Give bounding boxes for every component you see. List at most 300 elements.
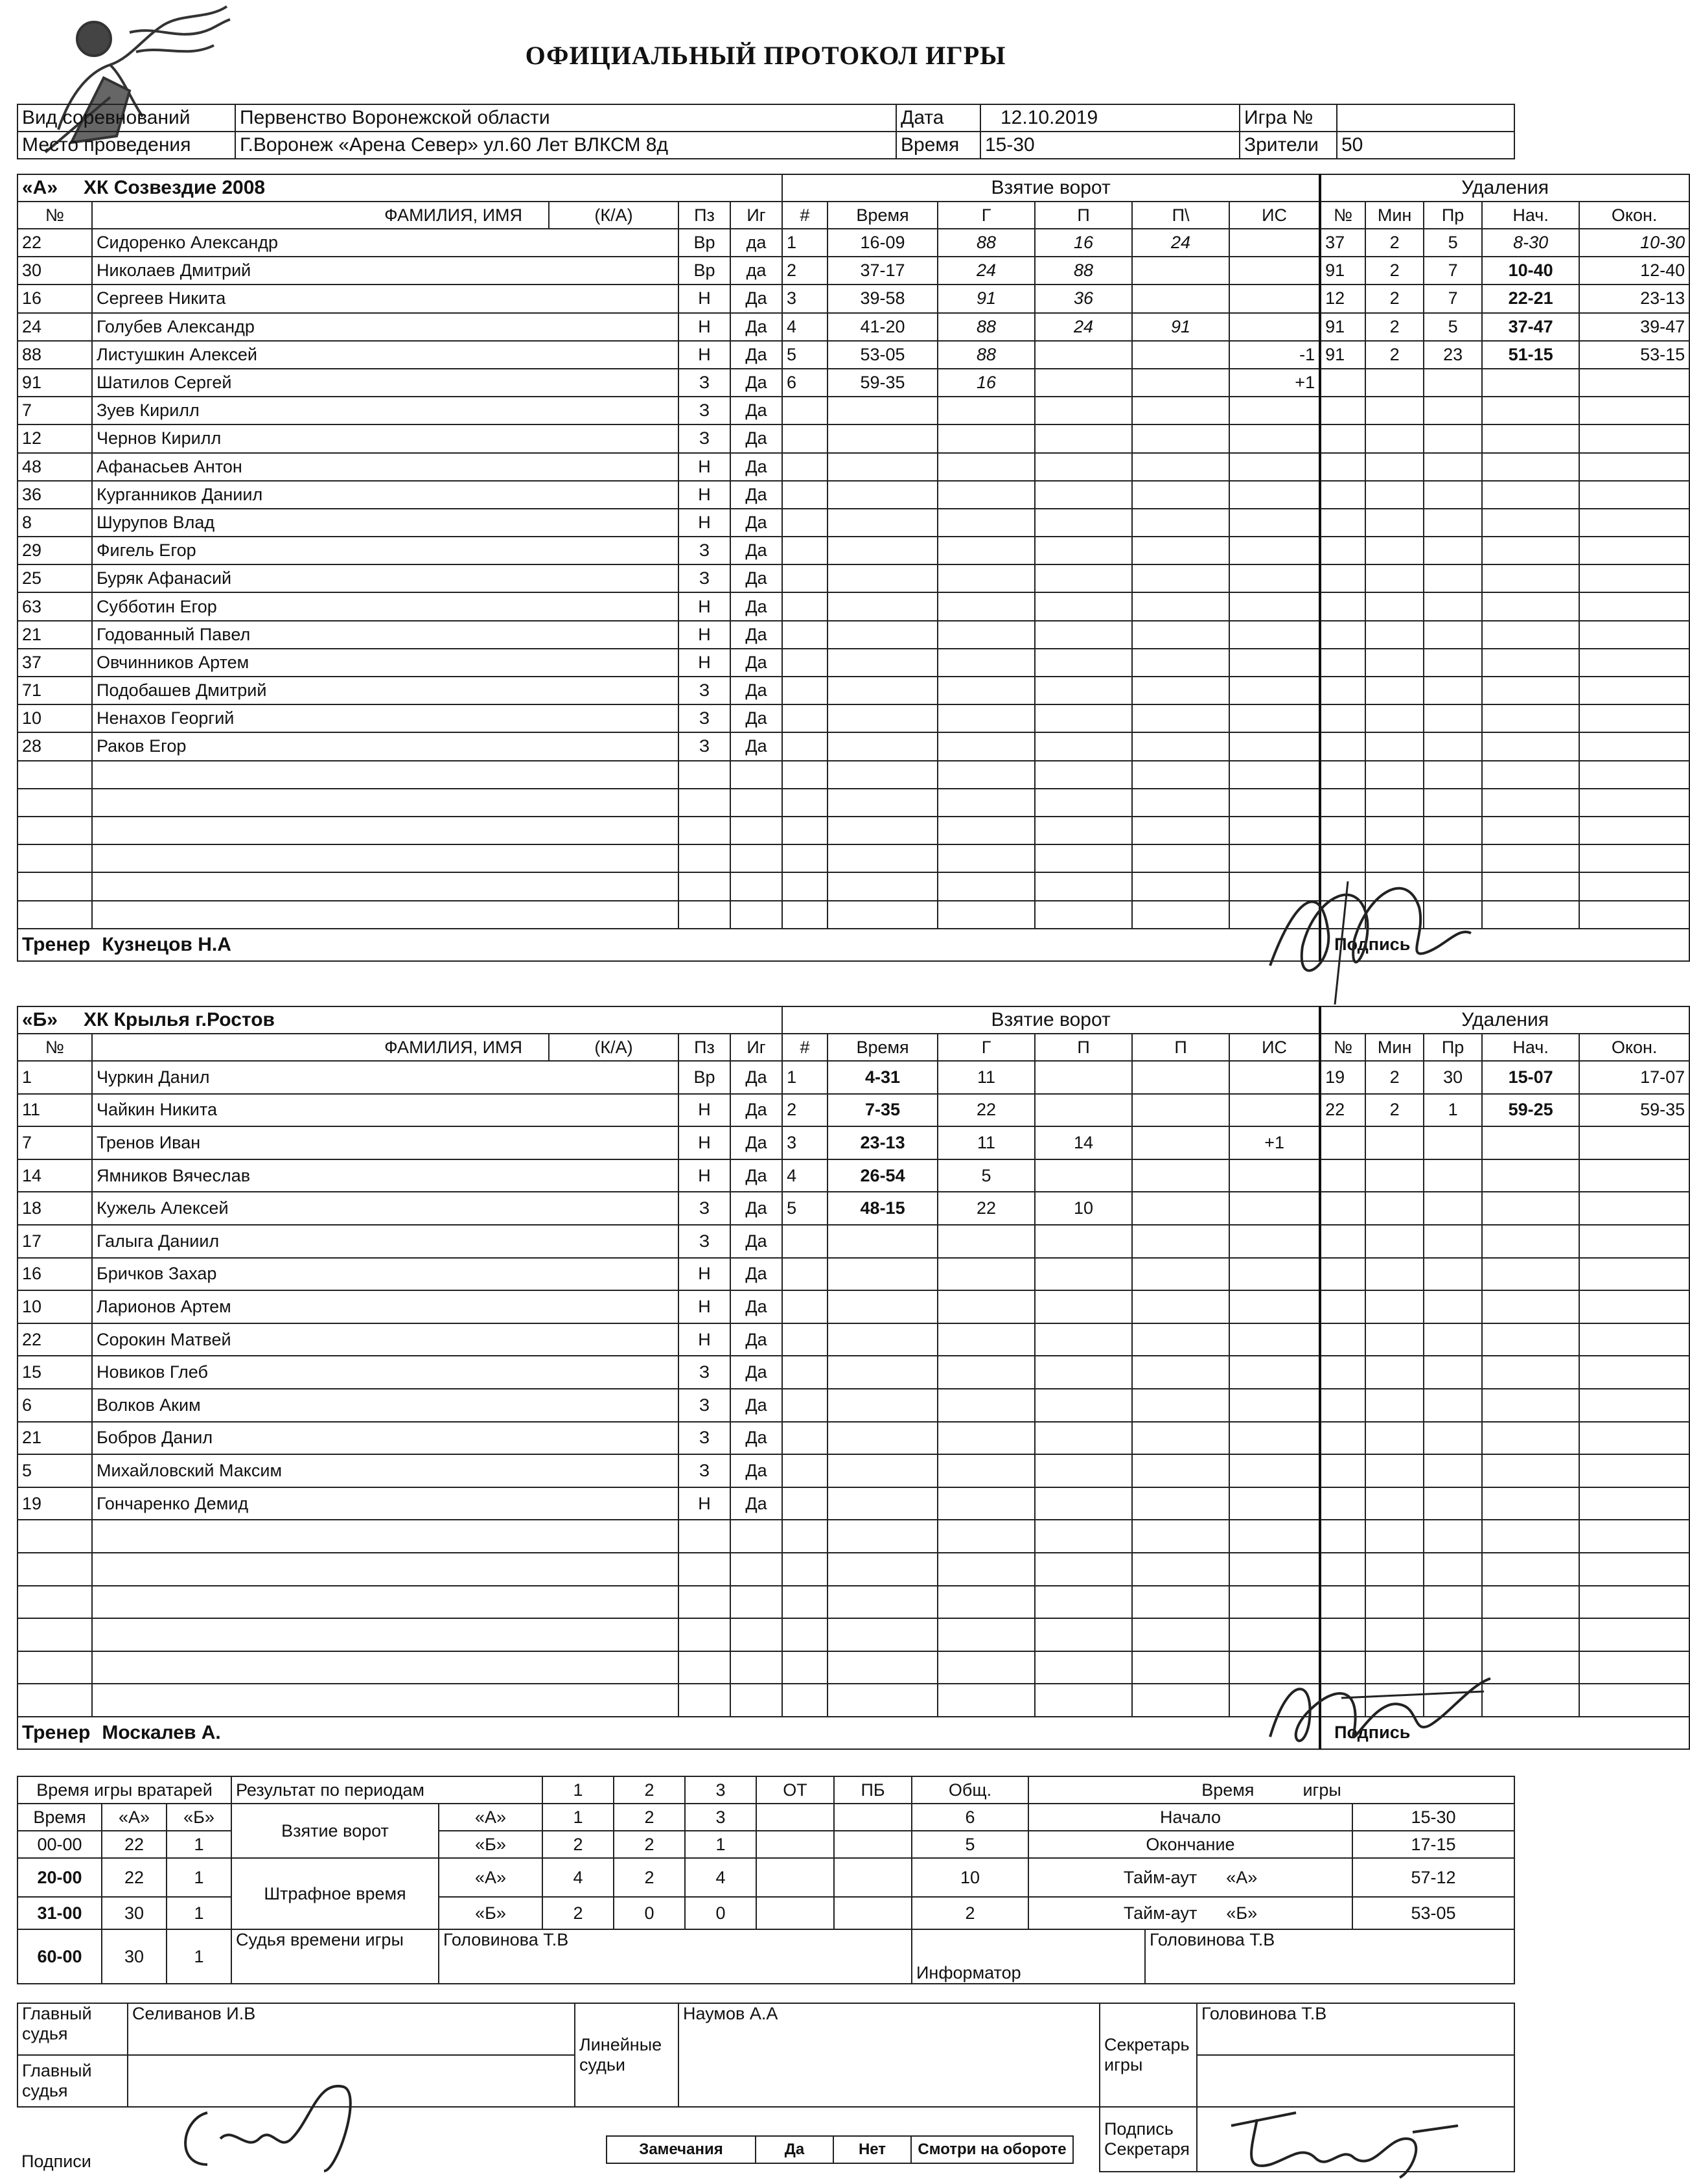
table-row [17,621,1689,649]
goals-a-p2: 2 [614,1804,685,1831]
empty-cell [782,872,828,900]
goal-a2 [1132,257,1229,285]
pen-col-header: Пр [1424,1034,1482,1061]
empty-cell [1579,397,1689,424]
goal-is: +1 [1229,369,1320,397]
empty-cell [1424,704,1482,732]
empty-cell [1579,872,1689,900]
empty-cell [828,424,938,452]
empty-cell [782,1422,828,1455]
empty-cell [1579,1258,1689,1291]
remarks-no: Нет [833,2136,911,2163]
player-name: Николаев Дмитрий [92,257,678,285]
empty-cell [828,901,938,929]
empty-cell [1365,1225,1424,1258]
empty-cell [938,1586,1035,1619]
player-played: Да [730,732,782,760]
goal-g: 11 [938,1126,1035,1159]
player-position: З [678,537,730,564]
empty-cell [1320,1159,1365,1192]
col-header: (К/А) [549,1034,678,1061]
table-row [17,424,1689,452]
empty-cell [1424,817,1482,844]
empty-cell [1320,649,1365,677]
table-row [17,229,1689,257]
penalty-m: 2 [1365,229,1424,257]
goal-g: 5 [938,1159,1035,1192]
empty-cell [1229,1618,1320,1651]
player-name: Ларионов Артем [92,1290,678,1323]
empty-cell [1229,1586,1320,1619]
player-name: Афанасьев Антон [92,453,678,481]
player-name: Михайловский Максим [92,1454,678,1487]
empty-cell [1132,1422,1229,1455]
player-played: Да [730,1094,782,1127]
table-row [17,761,1689,789]
player-number: 28 [17,732,92,760]
empty-cell [828,1520,938,1553]
empty-cell [1482,1520,1579,1553]
empty-cell [782,1356,828,1389]
goal-g: 88 [938,229,1035,257]
table-row [17,453,1689,481]
empty-cell [17,1651,92,1684]
empty-cell [1035,1586,1132,1619]
player-position: Н [678,1126,730,1159]
col-header: ФАМИЛИЯ, ИМЯ [92,202,549,229]
player-played: Да [730,621,782,649]
empty-cell [938,817,1035,844]
table-row [17,704,1689,732]
player-played: Да [730,1061,782,1094]
empty-cell [1482,481,1579,509]
player-position: Н [678,509,730,537]
empty-cell [1132,1487,1229,1520]
empty-cell [1579,1422,1689,1455]
empty-cell [1035,1684,1132,1717]
player-position: Н [678,285,730,312]
empty-cell [92,1618,678,1651]
empty-cell [678,1586,730,1619]
empty-cell [938,761,1035,789]
player-number: 6 [17,1389,92,1422]
empty-cell [1424,592,1482,620]
player-played: Да [730,1389,782,1422]
game-label: Игра № [1240,104,1337,132]
player-number: 36 [17,481,92,509]
empty-cell [1035,1487,1132,1520]
empty-cell [1132,1586,1229,1619]
empty-cell [1579,1389,1689,1422]
empty-cell [92,1684,678,1717]
goal-a1: 88 [1035,257,1132,285]
empty-cell [1035,397,1132,424]
empty-cell [92,1586,678,1619]
empty-cell [1132,649,1229,677]
goal-g: 88 [938,341,1035,369]
player-name: Шатилов Сергей [92,369,678,397]
player-number: 10 [17,1290,92,1323]
goal-n: 4 [782,313,828,341]
gk-b: 1 [167,1831,231,1858]
player-position: З [678,732,730,760]
informer-value: Головинова Т.В [1145,1929,1514,1984]
goal-n: 1 [782,229,828,257]
goal-n: 3 [782,1126,828,1159]
empty-cell [1579,1225,1689,1258]
empty-cell [938,1454,1035,1487]
empty-cell [1229,1454,1320,1487]
empty-cell [938,564,1035,592]
col-header: (К/А) [549,202,678,229]
gk-a: 22 [102,1858,167,1897]
empty-cell [938,1389,1035,1422]
empty-cell [938,901,1035,929]
empty-cell [782,704,828,732]
player-name: Шурупов Влад [92,509,678,537]
player-position: Вр [678,229,730,257]
empty-cell [1424,481,1482,509]
goal-col-header: Г [938,202,1035,229]
empty-cell [828,537,938,564]
player-played: Да [730,1159,782,1192]
empty-cell [1320,1520,1365,1553]
competition-label: Вид соревнований [17,104,235,132]
empty-cell [678,901,730,929]
empty-cell [938,537,1035,564]
col-header: Иг [730,1034,782,1061]
start-label: Начало [1028,1804,1352,1831]
empty-cell [1132,1651,1229,1684]
empty-cell [1320,1422,1365,1455]
empty-cell [828,1258,938,1291]
empty-cell [730,1520,782,1553]
empty-cell [782,817,828,844]
table-row [17,1487,1689,1520]
empty-cell [730,1553,782,1586]
secretary-value-2 [1197,2055,1514,2107]
goal-g: 91 [938,285,1035,312]
col-header: № [17,1034,92,1061]
informer-label: Информатор [912,1929,1145,1984]
empty-cell [678,789,730,817]
empty-cell [1424,1323,1482,1356]
table-row [17,677,1689,704]
table-row [17,481,1689,509]
player-name: Волков Аким [92,1389,678,1422]
empty-cell [1365,704,1424,732]
goals-b-p1: 2 [542,1831,614,1858]
empty-cell [1035,1258,1132,1291]
empty-cell [1482,1618,1579,1651]
empty-cell [1035,1422,1132,1455]
col-header: Пз [678,202,730,229]
empty-cell [92,1651,678,1684]
empty-cell [938,481,1035,509]
empty-cell [828,732,938,760]
empty-cell [1482,901,1579,929]
empty-cell [938,649,1035,677]
empty-cell [1132,1553,1229,1586]
sign-label: Подпись [1320,929,1689,961]
table-row [17,313,1689,341]
empty-cell [1482,537,1579,564]
empty-cell [1320,397,1365,424]
player-number: 21 [17,1422,92,1455]
player-name: Овчинников Артем [92,649,678,677]
empty-cell [938,1258,1035,1291]
empty-cell [1035,1323,1132,1356]
empty-cell [1320,564,1365,592]
player-position: Н [678,592,730,620]
goal-a1: 16 [1035,229,1132,257]
player-played: Да [730,1126,782,1159]
player-name: Ненахов Георгий [92,704,678,732]
empty-cell [1482,1258,1579,1291]
empty-cell [1035,677,1132,704]
coach-name: Кузнецов Н.А [102,933,231,955]
goal-col-header: П [1035,202,1132,229]
goal-g: 22 [938,1192,1035,1225]
empty-cell [1132,1356,1229,1389]
pen-col-header: Пр [1424,202,1482,229]
table-row [17,397,1689,424]
empty-cell [938,1323,1035,1356]
empty-cell [1424,453,1482,481]
penalties-title: Удаления [1320,174,1689,202]
empty-cell [1579,1454,1689,1487]
goal-a1 [1035,369,1132,397]
player-played: Да [730,285,782,312]
team-b-table [17,1006,1690,1750]
empty-cell [1132,397,1229,424]
empty-cell [1320,1487,1365,1520]
table-row [17,1389,1689,1422]
goal-is: +1 [1229,1126,1320,1159]
player-position: Н [678,1290,730,1323]
table-row [17,592,1689,620]
player-name: Раков Егор [92,732,678,760]
goal-a1: 24 [1035,313,1132,341]
team-b-signature [1264,1659,1497,1763]
player-played: Да [730,564,782,592]
empty-cell [1424,424,1482,452]
player-number: 24 [17,313,92,341]
empty-cell [828,1553,938,1586]
empty-cell [1229,1290,1320,1323]
empty-cell [1320,1290,1365,1323]
empty-cell [938,1651,1035,1684]
player-number: 88 [17,341,92,369]
empty-cell [828,1454,938,1487]
empty-cell [1482,592,1579,620]
empty-cell [1579,1553,1689,1586]
empty-cell [1229,453,1320,481]
empty-cell [1132,424,1229,452]
player-played: Да [730,1454,782,1487]
table-row [17,1159,1689,1192]
empty-cell [1579,1192,1689,1225]
empty-cell [1365,649,1424,677]
empty-cell [782,1684,828,1717]
empty-cell [1229,1323,1320,1356]
empty-cell [828,621,938,649]
penalty-p: 7 [1424,285,1482,312]
empty-cell [828,817,938,844]
empty-cell [938,424,1035,452]
summary-table [17,1776,1515,1984]
goal-a2 [1132,369,1229,397]
player-number: 21 [17,621,92,649]
remarks-see-back: Смотри на обороте [911,2136,1073,2163]
penalty-m: 2 [1365,1094,1424,1127]
goals-a-total: 6 [912,1804,1028,1831]
empty-cell [782,509,828,537]
player-name: Фигель Егор [92,537,678,564]
empty-cell [1482,453,1579,481]
empty-cell [1482,649,1579,677]
period-col: 1 [542,1776,614,1804]
empty-cell [1229,761,1320,789]
chief-referee-label: Главный судья [17,2003,128,2055]
penalty-p: 30 [1424,1061,1482,1094]
empty-cell [782,1553,828,1586]
empty-cell [1229,1258,1320,1291]
empty-cell [678,1651,730,1684]
empty-cell [730,789,782,817]
table-row [17,1454,1689,1487]
empty-cell [1482,397,1579,424]
empty-cell [1132,453,1229,481]
empty-cell [1365,481,1424,509]
empty-cell [1320,677,1365,704]
empty-cell [730,817,782,844]
empty-cell [782,1290,828,1323]
player-played: Да [730,1258,782,1291]
remarks-yes: Да [756,2136,833,2163]
empty-cell [1035,1389,1132,1422]
penalties-title: Удаления [1320,1006,1689,1034]
penalty-s: 59-25 [1482,1094,1579,1127]
player-position: Н [678,1487,730,1520]
empty-cell [938,677,1035,704]
empty-cell [1424,537,1482,564]
coach-name: Москалев А. [102,1721,221,1743]
empty-cell [1424,1225,1482,1258]
empty-cell [828,1684,938,1717]
empty-cell [1035,1290,1132,1323]
goal-n: 5 [782,341,828,369]
empty-cell [678,1684,730,1717]
empty-cell [782,1258,828,1291]
venue-label: Место проведения [17,132,235,159]
empty-cell [1579,424,1689,452]
coach-cell [17,929,1320,961]
penalty-s: 37-47 [1482,313,1579,341]
empty-cell [938,844,1035,872]
empty-cell [1579,844,1689,872]
empty-cell [1365,817,1424,844]
pen-b-total: 2 [912,1897,1028,1929]
penalty-n: 37 [1320,229,1365,257]
gk-time: 60-00 [17,1929,102,1984]
table-row [17,1323,1689,1356]
player-number: 16 [17,1258,92,1291]
player-number: 91 [17,369,92,397]
player-name: Подобашев Дмитрий [92,677,678,704]
empty-cell [828,1487,938,1520]
timekeeper-label: Судья времени игры [231,1929,439,1984]
penalty-e: 10-30 [1579,229,1689,257]
empty-cell [782,789,828,817]
empty-cell [828,1618,938,1651]
empty-cell [1424,1389,1482,1422]
empty-cell [1365,1586,1424,1619]
empty-cell [1229,1487,1320,1520]
gk-title: Время игры вратарей [17,1776,231,1804]
goal-n: 5 [782,1192,828,1225]
empty-cell [1320,1618,1365,1651]
player-position: Вр [678,1061,730,1094]
empty-cell [938,732,1035,760]
empty-cell [1132,1618,1229,1651]
empty-cell [1320,1389,1365,1422]
gk-a: 22 [102,1831,167,1858]
player-number: 19 [17,1487,92,1520]
gk-a: 30 [102,1929,167,1984]
empty-cell [1365,1356,1424,1389]
player-number: 25 [17,564,92,592]
empty-cell [1579,1323,1689,1356]
empty-cell [1424,1290,1482,1323]
goals-b-p3: 1 [685,1831,756,1858]
empty-cell [1320,761,1365,789]
table-row [17,509,1689,537]
empty-cell [1229,817,1320,844]
goal-col-header: П [1132,1034,1229,1061]
goal-a2 [1132,1126,1229,1159]
player-name: Сидоренко Александр [92,229,678,257]
empty-cell [828,761,938,789]
period-col: 2 [614,1776,685,1804]
empty-cell [1320,537,1365,564]
empty-cell [1035,844,1132,872]
gk-a: 30 [102,1897,167,1929]
player-played: Да [730,397,782,424]
empty-cell [1320,1126,1365,1159]
empty-cell [782,649,828,677]
empty-cell [938,1356,1035,1389]
col-header: ФАМИЛИЯ, ИМЯ [92,1034,549,1061]
empty-cell [92,817,678,844]
empty-cell [1132,677,1229,704]
document-title: ОФИЦИАЛЬНЫЙ ПРОТОКОЛ ИГРЫ [525,41,1006,70]
empty-cell [1482,1323,1579,1356]
empty-cell [678,1618,730,1651]
col-header: Иг [730,202,782,229]
empty-cell [1132,1389,1229,1422]
empty-cell [782,1454,828,1487]
empty-cell [17,761,92,789]
empty-cell [782,397,828,424]
empty-cell [1365,1422,1424,1455]
empty-cell [828,453,938,481]
player-name: Ямников Вячеслав [92,1159,678,1192]
empty-cell [782,1520,828,1553]
penalty-e: 39-47 [1579,313,1689,341]
empty-cell [1365,592,1424,620]
goal-is [1229,1094,1320,1127]
